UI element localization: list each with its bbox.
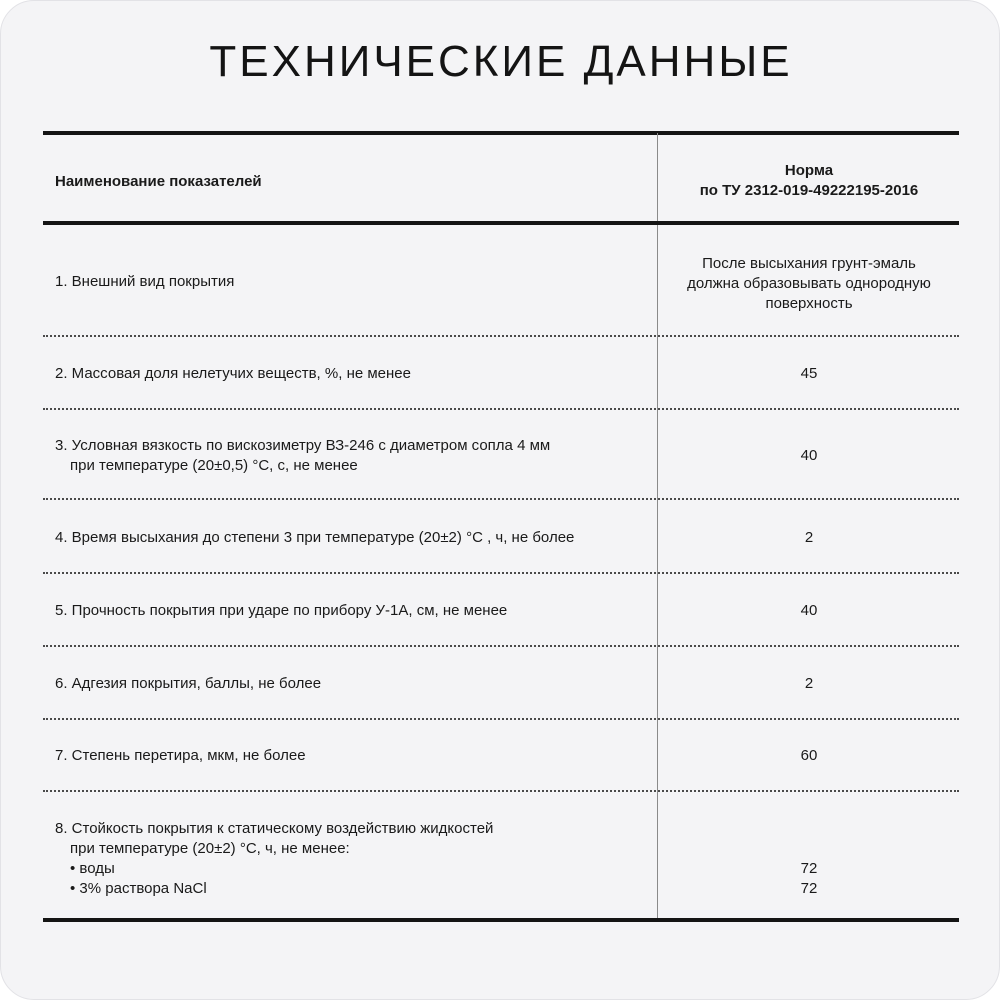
row-separator xyxy=(43,335,959,337)
header-norm xyxy=(661,161,957,201)
row-1-value-line: После высыхания грунт-эмаль xyxy=(702,255,916,272)
row-1-value-line: поверхность xyxy=(765,295,853,312)
header-parameter-name: Наименование показателей xyxy=(55,173,262,190)
row-8-values xyxy=(661,859,957,899)
row-8-sub-water: • воды xyxy=(70,860,115,877)
row-8-value-nacl: 72 xyxy=(800,880,818,897)
row-separator xyxy=(43,408,959,410)
row-separator xyxy=(43,790,959,792)
row-1-label: 1. Внешний вид покрытия xyxy=(55,273,235,290)
row-5-label: 5. Прочность покрытия при ударе по прибору У-1А, см, не менее xyxy=(55,602,508,619)
row-8-label xyxy=(55,819,645,899)
row-8-label-line1: 8. Стойкость покрытия к статическому воздействию жидкостей xyxy=(55,820,494,837)
row-3-label-line1: 3. Условная вязкость по вискозиметру ВЗ-246 с диаметром сопла 4 мм xyxy=(55,437,551,454)
row-7-label: 7. Степень перетира, мкм, не более xyxy=(55,747,306,764)
row-6-label: 6. Адгезия покрытия, баллы, не более xyxy=(55,675,322,692)
row-5-value: 40 xyxy=(800,602,818,619)
row-2-label: 2. Массовая доля нелетучих веществ, %, не менее xyxy=(55,365,411,382)
row-3-value: 40 xyxy=(800,447,818,464)
row-separator xyxy=(43,718,959,720)
row-8-label-line2: при температуре (20±2) °С, ч, не менее: xyxy=(70,840,350,857)
header-bottom-rule xyxy=(43,221,959,225)
row-4-label: 4. Время высыхания до степени 3 при температуре (20±2) °С , ч, не более xyxy=(55,529,575,546)
row-7-value: 60 xyxy=(800,747,818,764)
row-1-value xyxy=(661,254,957,314)
row-3-label-line2: при температуре (20±0,5) °С, с, не менее xyxy=(70,457,358,474)
row-3-label xyxy=(55,436,645,476)
row-1-value-line: должна образовывать однородную xyxy=(687,275,931,292)
row-2-value: 45 xyxy=(800,365,818,382)
row-separator xyxy=(43,645,959,647)
table-bottom-rule xyxy=(43,918,959,922)
row-6-value: 2 xyxy=(804,675,814,692)
row-separator xyxy=(43,498,959,500)
table-top-rule xyxy=(43,131,959,135)
header-norm-title: Норма xyxy=(784,162,834,179)
page-title: ТЕХНИЧЕСКИЕ ДАННЫЕ xyxy=(209,37,793,86)
row-4-value: 2 xyxy=(804,529,814,546)
row-separator xyxy=(43,572,959,574)
row-8-sub-nacl: • 3% раствора NaCl xyxy=(70,880,207,897)
row-8-value-water: 72 xyxy=(800,860,818,877)
column-divider xyxy=(657,133,658,921)
header-norm-standard: по ТУ 2312-019-49222195-2016 xyxy=(699,182,919,199)
